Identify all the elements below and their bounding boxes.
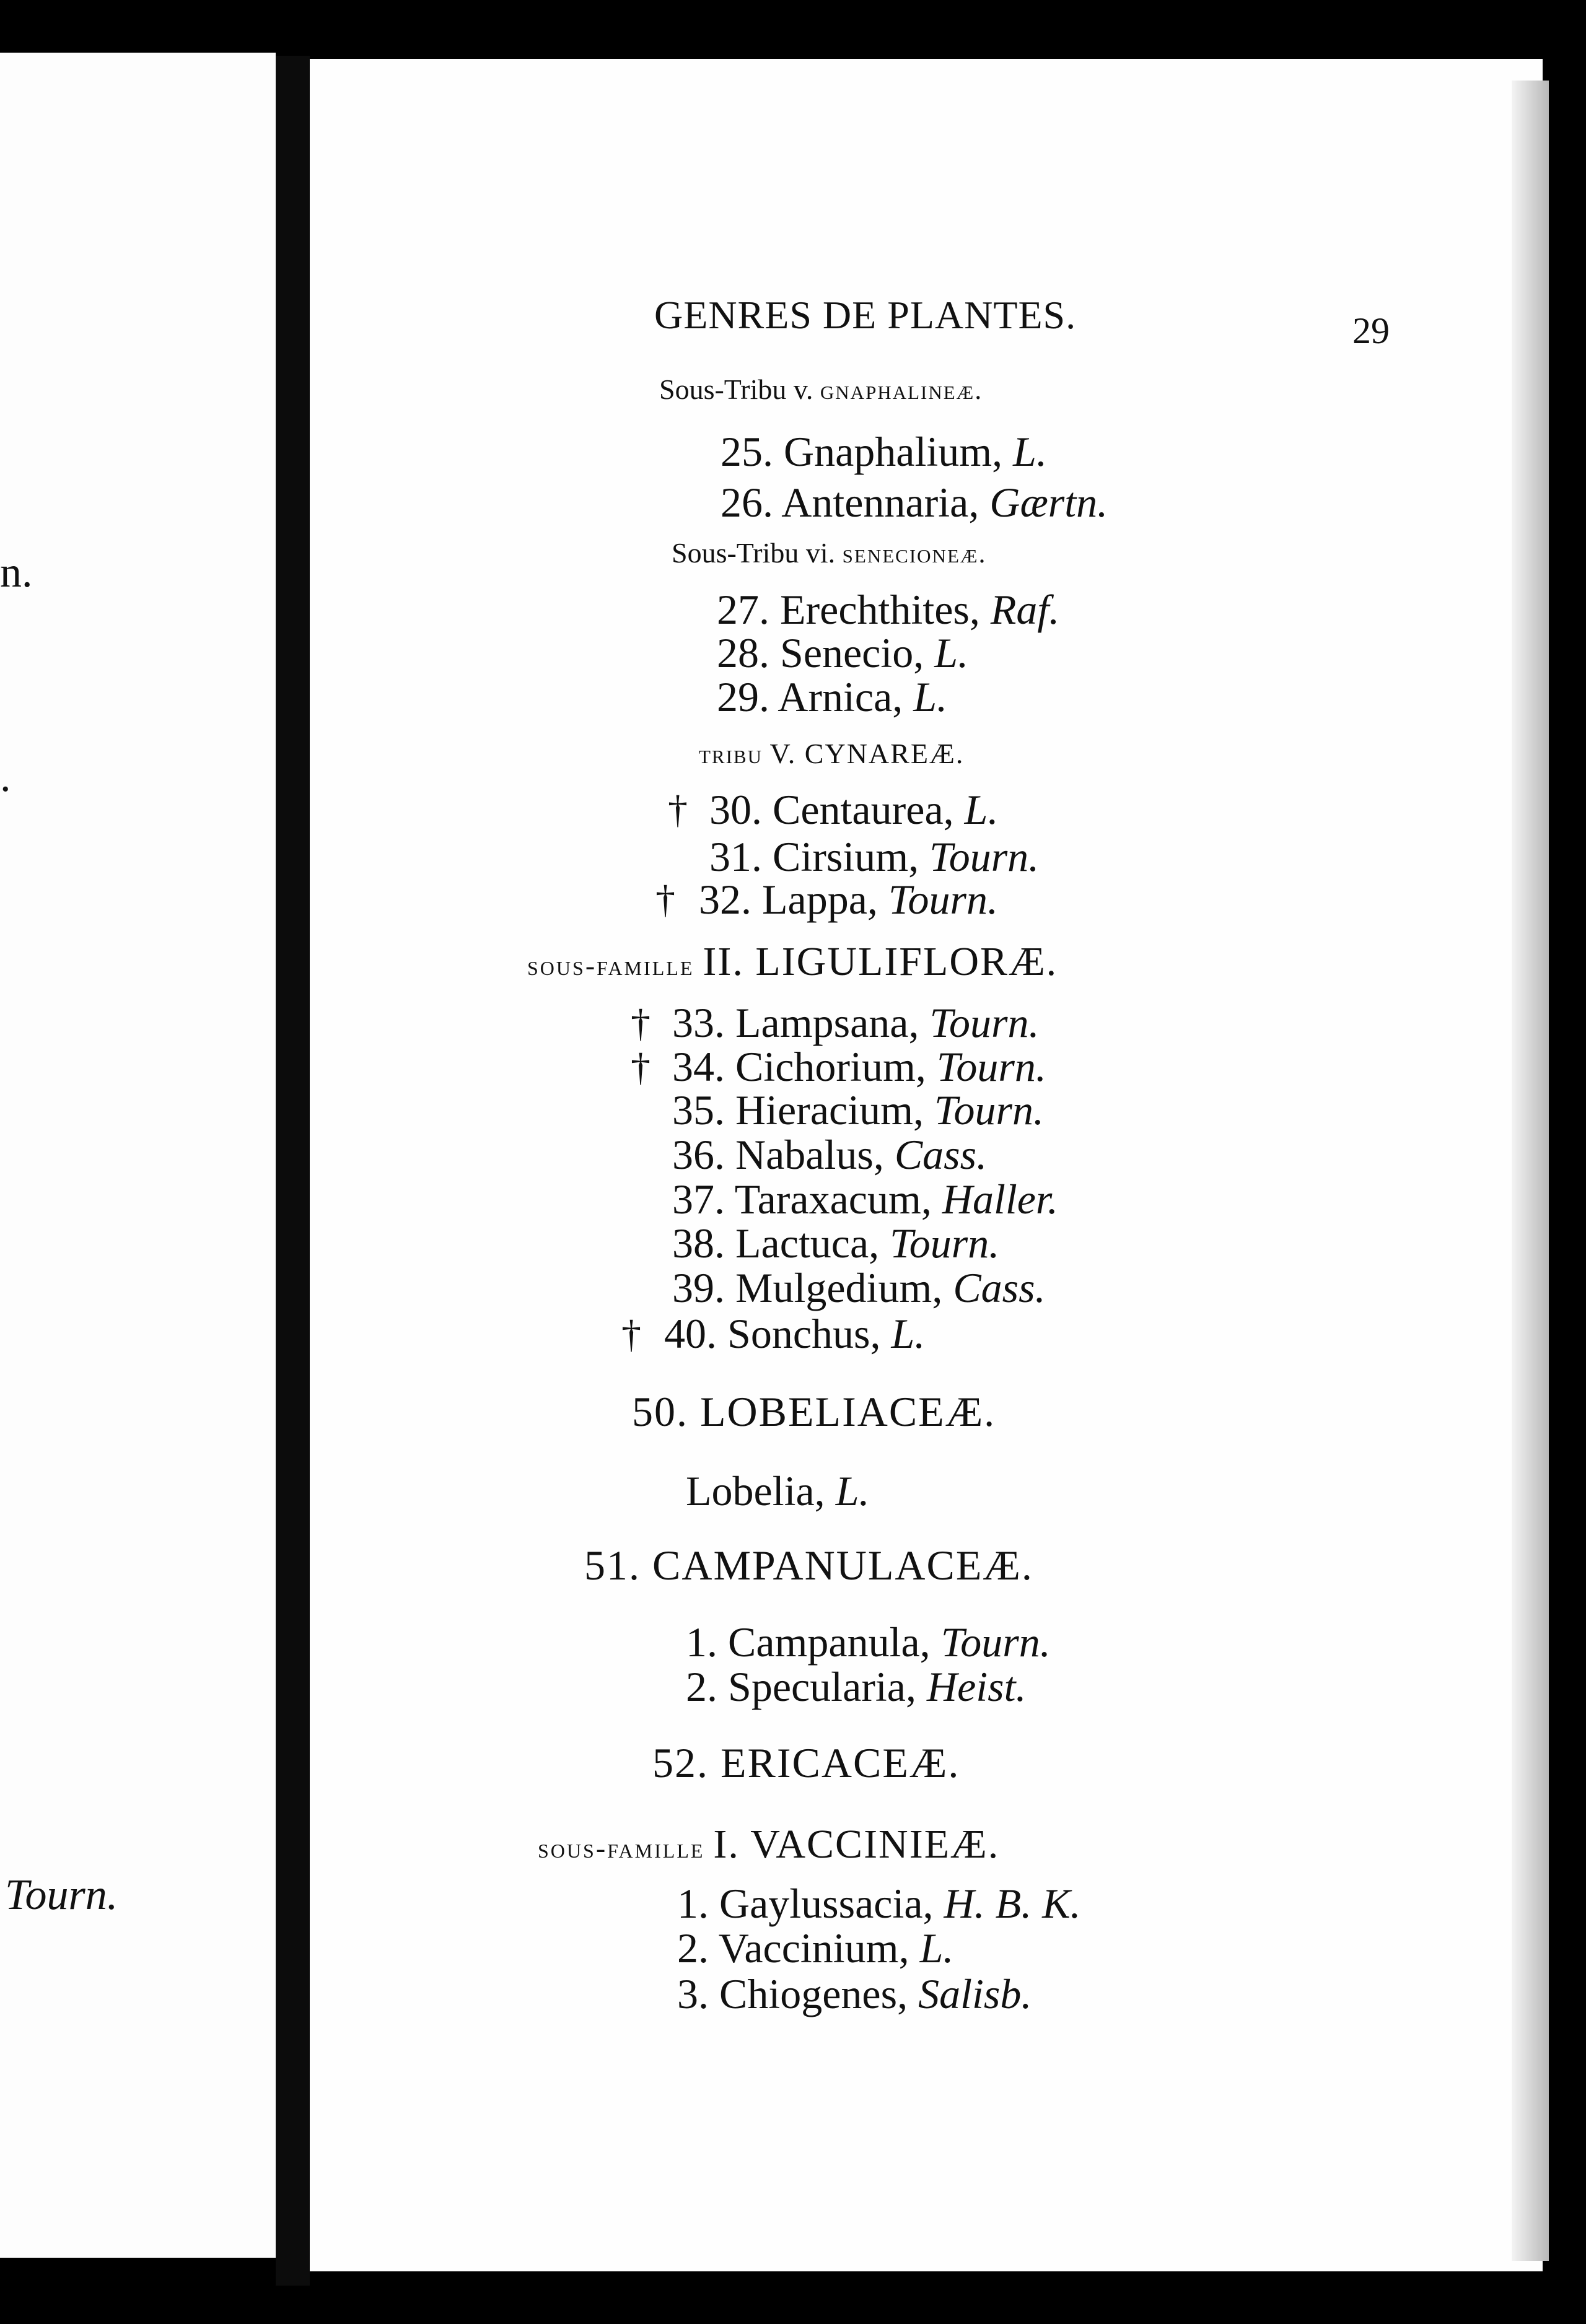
genus-entry: 32. Lappa, Tourn. (699, 876, 998, 923)
dagger-mark: † (631, 1045, 651, 1089)
family-heading: 51. CAMPANULACEÆ. (584, 1542, 1033, 1589)
genus-entry: 37. Taraxacum, Haller. (672, 1176, 1058, 1223)
family-heading: 50. LOBELIACEÆ. (632, 1388, 996, 1435)
dagger-mark: † (631, 1001, 651, 1045)
genus-entry: 34. Cichorium, Tourn. (672, 1043, 1046, 1090)
genus-entry: 26. Antennaria, Gærtn. (721, 479, 1108, 526)
genus-entry: 2. Vaccinium, L. (677, 1924, 954, 1972)
genus-entry: 1. Campanula, Tourn. (686, 1618, 1051, 1666)
facing-page-fragment: n. (0, 549, 33, 596)
facing-page-fragment: Tourn. (5, 1871, 118, 1919)
genus-entry: 35. Hieracium, Tourn. (672, 1086, 1045, 1134)
subtribe-heading: Sous-Tribu v. gnaphalineæ. (659, 374, 983, 405)
genus-entry: 40. Sonchus, L. (664, 1310, 926, 1357)
genus-entry: 39. Mulgedium, Cass. (672, 1264, 1046, 1311)
facing-page-edge (0, 53, 276, 2258)
genus-entry: 33. Lampsana, Tourn. (672, 999, 1040, 1046)
tribe-heading: tribu V. CYNAREÆ. (699, 738, 965, 769)
genus-entry: 25. Gnaphalium, L. (721, 428, 1047, 475)
family-heading: 52. ERICACEÆ. (652, 1739, 960, 1786)
subfamily-heading: sous-famille I. VACCINIEÆ. (538, 1822, 1000, 1867)
genus-entry: 29. Arnica, L. (717, 673, 948, 720)
subtribe-heading: Sous-Tribu vi. senecioneæ. (672, 537, 987, 569)
genus-entry: 2. Specularia, Heist. (686, 1663, 1027, 1710)
genus-entry: 30. Centaurea, L. (709, 786, 999, 833)
dagger-mark: † (668, 787, 688, 831)
genus-entry: Lobelia, L. (686, 1467, 870, 1514)
genus-entry: 1. Gaylussacia, H. B. K. (677, 1880, 1081, 1927)
genus-entry: 3. Chiogenes, Salisb. (677, 1970, 1032, 2017)
page-edge-shadow (1512, 81, 1549, 2261)
dagger-mark: † (621, 1312, 641, 1356)
genus-entry: 31. Cirsium, Tourn. (709, 833, 1040, 880)
book-spine (276, 56, 310, 2286)
genus-entry: 38. Lactuca, Tourn. (672, 1220, 1000, 1267)
dagger-mark: † (655, 877, 675, 921)
facing-page-fragment: . (0, 753, 11, 801)
page-number: 29 (1352, 310, 1390, 351)
genus-entry: 36. Nabalus, Cass. (672, 1131, 988, 1178)
genus-entry: 27. Erechthites, Raf. (717, 586, 1060, 633)
genus-entry: 28. Senecio, L. (717, 629, 969, 676)
running-header: GENRES DE PLANTES. (654, 293, 1077, 337)
subfamily-heading: sous-famille II. LIGULIFLORÆ. (527, 939, 1058, 984)
